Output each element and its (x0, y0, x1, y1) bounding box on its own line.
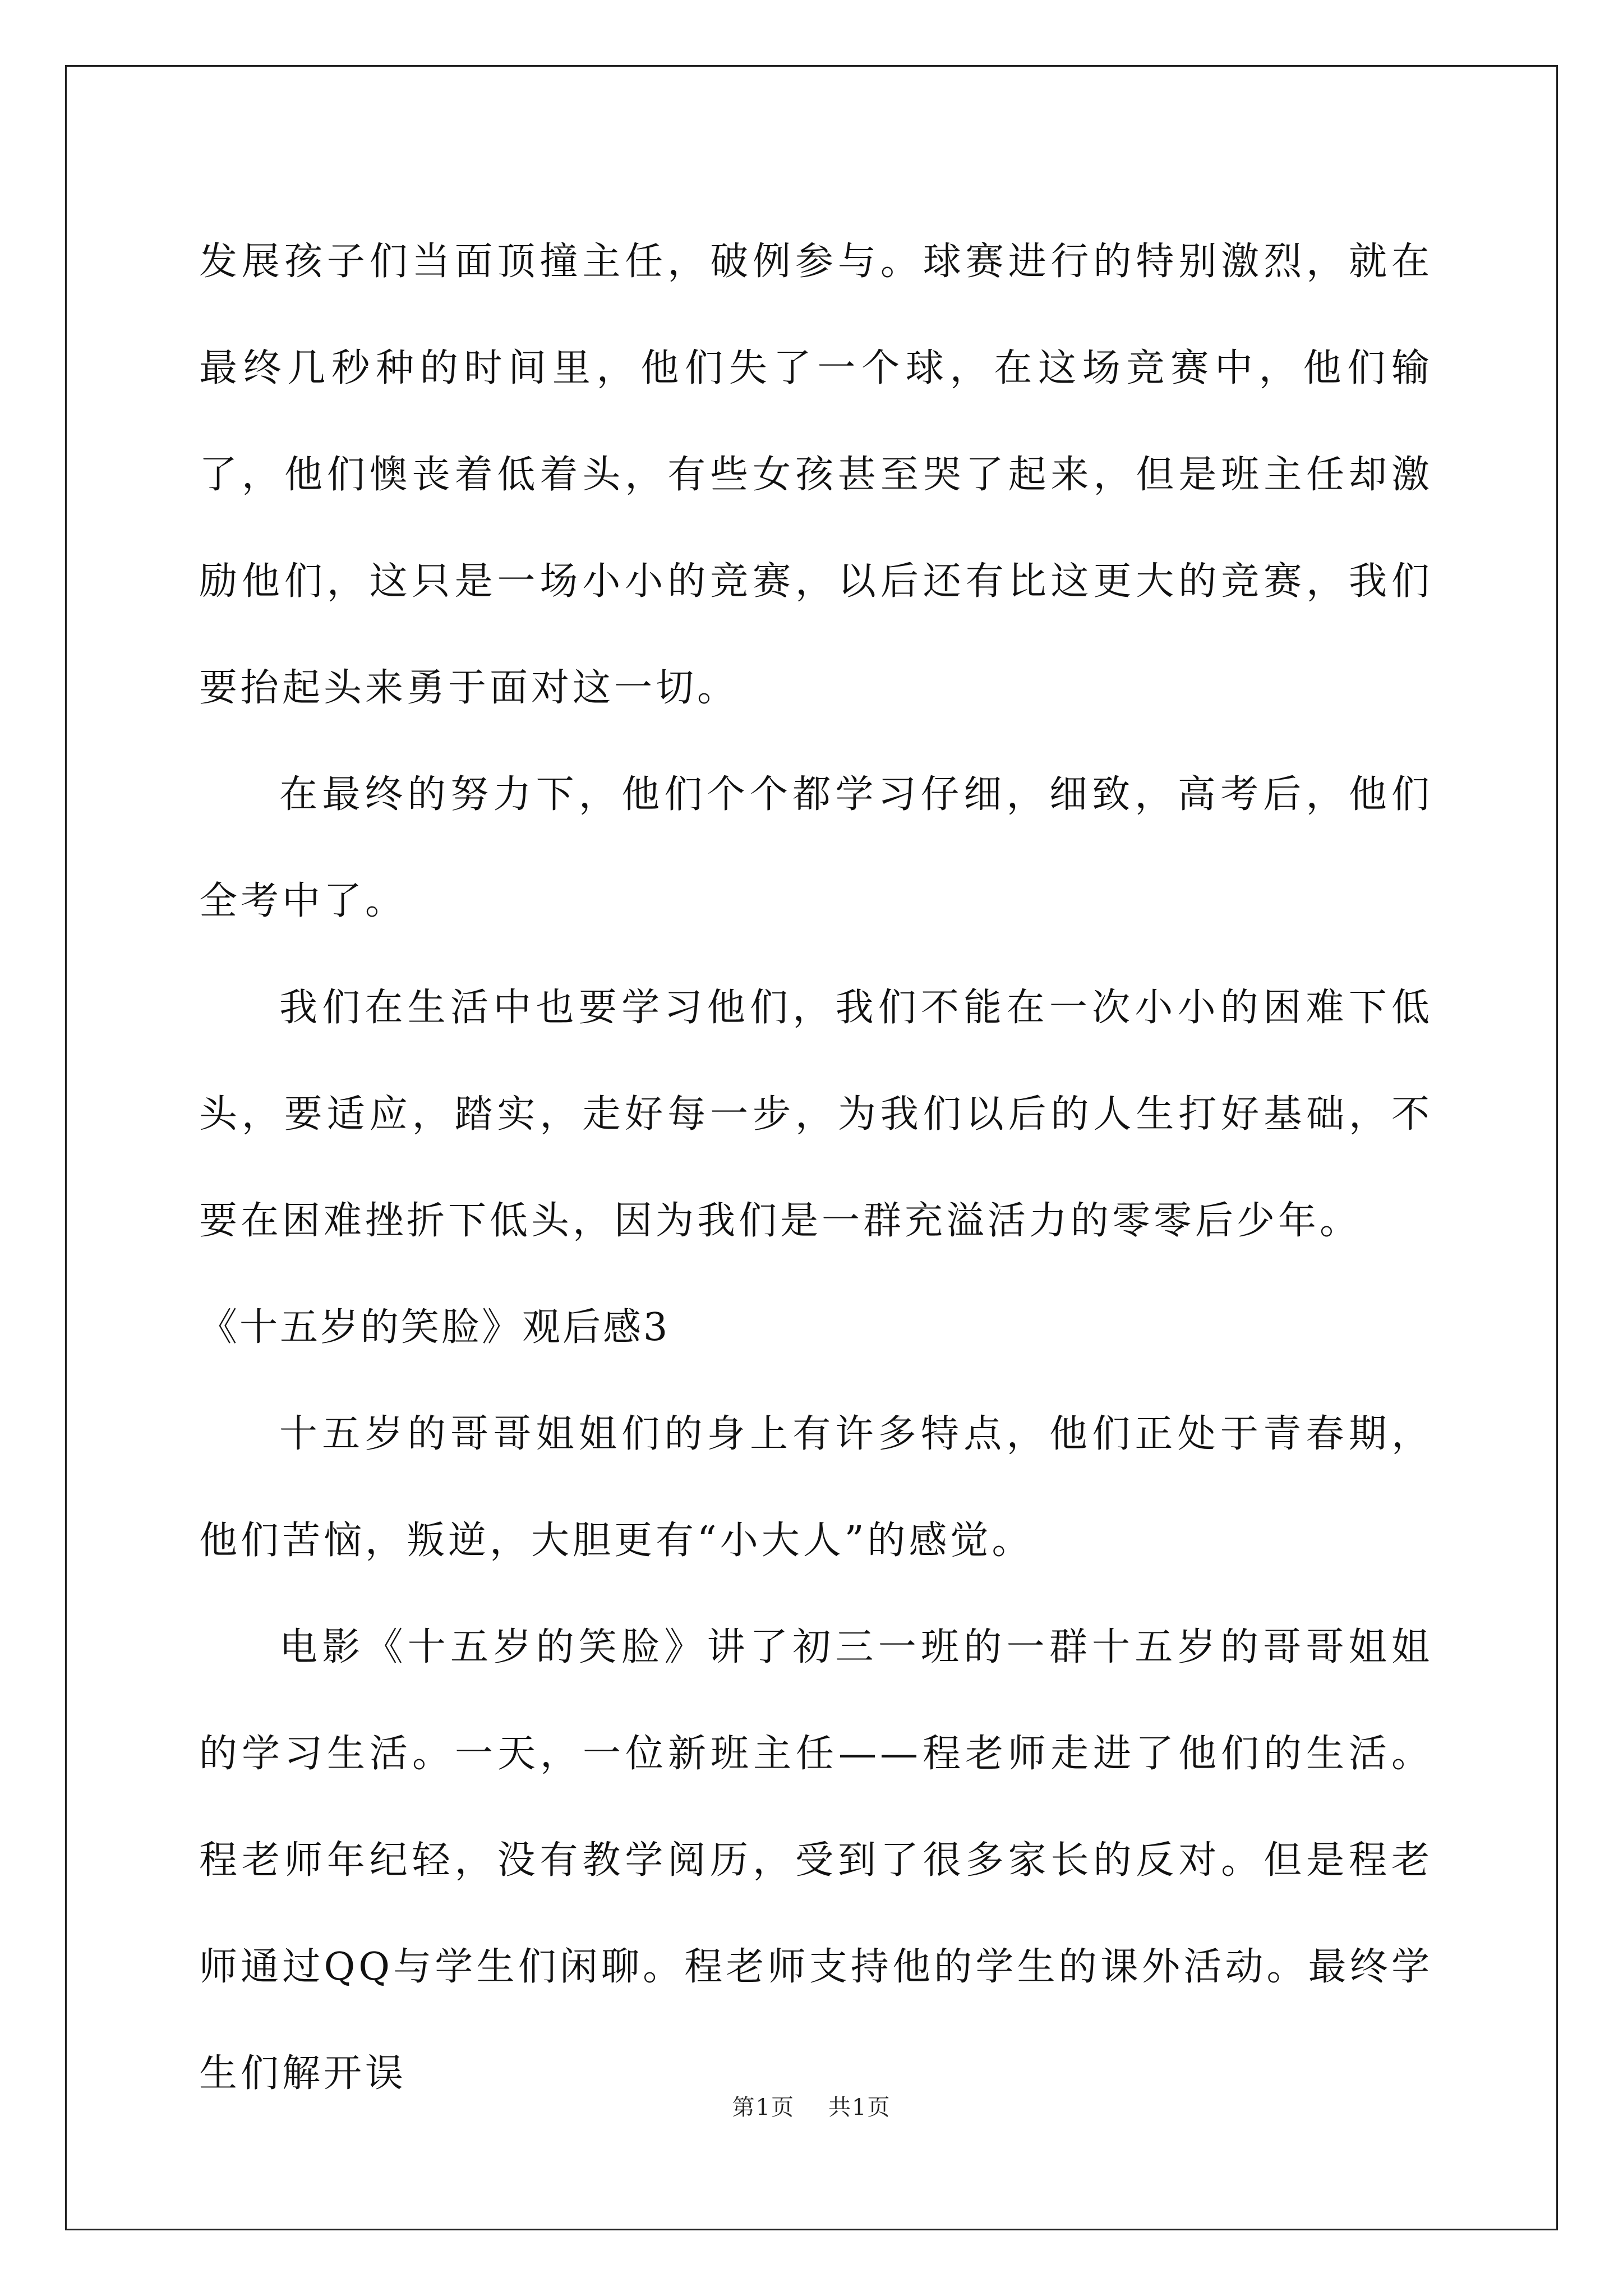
paragraph-5: 电影《十五岁的笑脸》讲了初三一班的一群十五岁的哥哥姐姐的学习生活。一天，一位新班主任——程老师走进了他们的生活。程老师年纪轻，没有教学阅历，受到了很多家长的反对。但是程老师通过QQ与学生们闲聊。程老师支持他的学生的课外活动。最终学生们解开误 (199, 1625, 1433, 2096)
paragraph-3: 我们在生活中也要学习他们，我们不能在一次小小的困难下低头，要适应，踏实，走好每一步，为我们以后的人生打好基础，不要在困难挫折下低头，因为我们是一群充溢活力的零零后少年。 (199, 986, 1433, 1243)
paragraph-4: 十五岁的哥哥姐姐们的身上有许多特点，他们正处于青春期，他们苦恼，叛逆，大胆更有“小大人”的感觉。 (199, 1412, 1433, 1563)
paragraph-2: 在最终的努力下，他们个个都学习仔细，细致，高考后，他们全考中了。 (199, 772, 1433, 923)
page-footer (0, 2091, 1623, 2124)
paragraph-1: 发展孩子们当面顶撞主任，破例参与。球赛进行的特别激烈，就在最终几秒种的时间里，他们失了一个球，在这场竞赛中，他们输了，他们懊丧着低着头，有些女孩甚至哭了起来，但是班主任却激励他们，这只是一场小小的竞赛，以后还有比这更大的竞赛，我们要抬起头来勇于面对这一切。 (199, 240, 1433, 710)
page-total: 共1页 (828, 2095, 891, 2120)
section-heading: 《十五岁的笑脸》观后感3 (199, 1305, 670, 1350)
document-body (199, 209, 1433, 2127)
page-number: 第1页 (732, 2095, 795, 2120)
